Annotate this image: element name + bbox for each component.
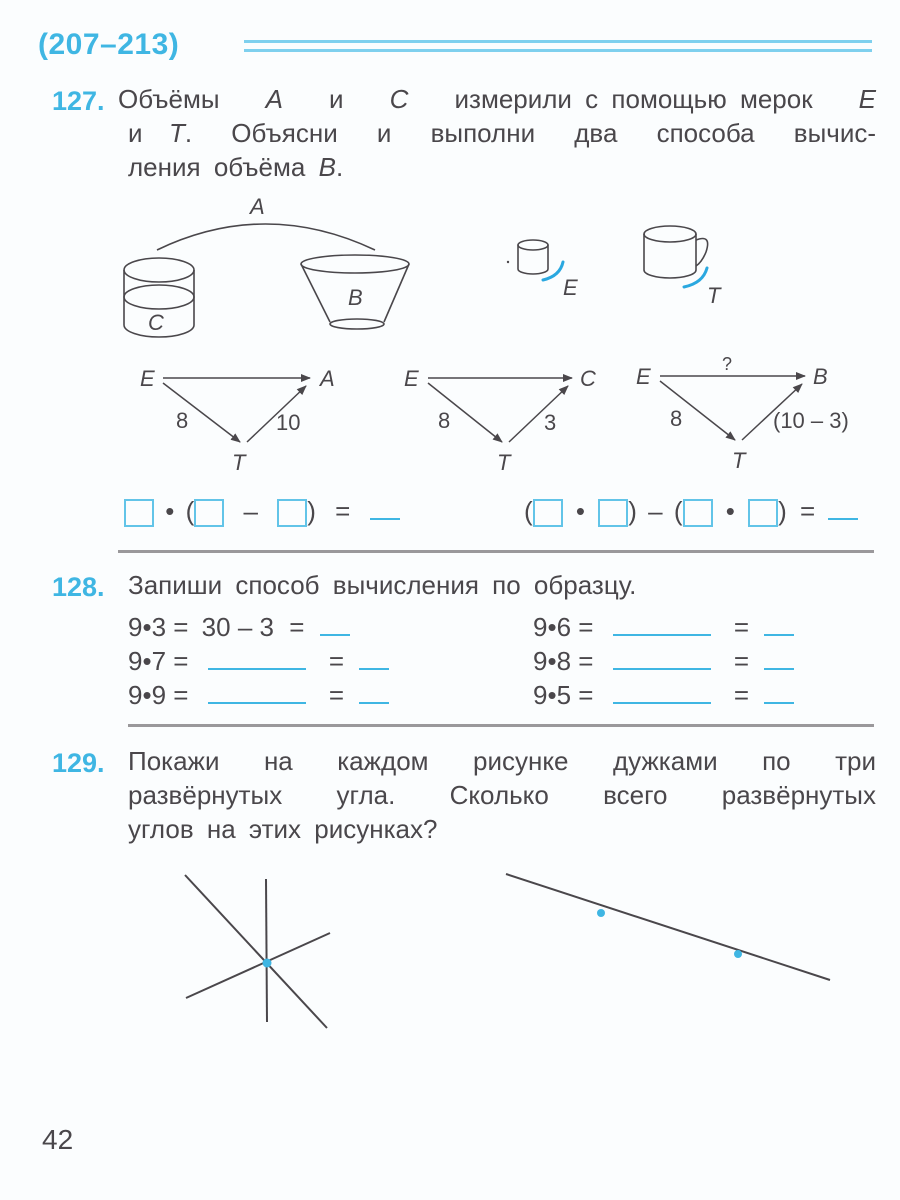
equation-row: 9•3 = 30 – 3 = (128, 612, 389, 646)
equation-row: 9•5 = = (533, 680, 794, 714)
label-B: B (348, 285, 363, 310)
section-range: (207–213) (38, 28, 180, 61)
answer-blank[interactable] (370, 518, 400, 520)
method-blank[interactable] (613, 634, 711, 636)
task-127-line-2: и T . Объясни и выполни два способа вычис- (128, 118, 876, 148)
line-4 (506, 874, 830, 980)
angles-figure (0, 860, 900, 1040)
answer-box[interactable] (124, 499, 154, 527)
answer-blank[interactable] (764, 702, 794, 704)
point-on-line (734, 950, 742, 958)
label-T: T (707, 283, 721, 308)
task-127-number: 127. (52, 86, 105, 116)
svg-text:8: 8 (438, 408, 451, 433)
intersection-point (263, 959, 272, 968)
arc-A (157, 224, 375, 250)
answer-blank[interactable] (359, 702, 389, 704)
method-blank[interactable] (613, 702, 711, 704)
task-128-right-column (533, 612, 794, 714)
containers-figure (0, 190, 900, 350)
equation-row: 9•6 = = (533, 612, 794, 646)
line-3 (186, 933, 330, 998)
task-127-line-1: Объёмы A и C измерили с помощью мерок E (118, 84, 876, 114)
answer-box[interactable] (748, 499, 778, 527)
method-blank[interactable] (208, 702, 306, 704)
task-128-text: Запиши способ вычисления по образцу. (128, 570, 637, 600)
svg-text:?: ? (722, 354, 733, 374)
answer-blank[interactable] (828, 518, 858, 520)
label-A: A (250, 194, 265, 219)
formula-1: • ( – ) = (124, 496, 400, 527)
svg-text:10: 10 (276, 410, 301, 435)
separator (128, 724, 874, 727)
task-129-text: Покажи на каждом рисунке дужками по три развёрнутых угла. Сколько всего развёрнутых углов на этих рисунках? (128, 746, 876, 844)
svg-text:E: E (404, 366, 419, 391)
answer-blank[interactable] (764, 668, 794, 670)
answer-box[interactable] (533, 499, 563, 527)
svg-text:8: 8 (670, 406, 683, 431)
point-on-line (597, 909, 605, 917)
svg-text:T: T (732, 448, 746, 473)
label-E: E (563, 275, 578, 300)
method-blank[interactable] (613, 668, 711, 670)
svg-text:3: 3 (544, 410, 557, 435)
line-2 (266, 879, 267, 1022)
answer-box[interactable] (194, 499, 224, 527)
task-127-line-3: ления объёма B. (128, 152, 344, 182)
task-127-text (118, 82, 878, 184)
task-128-number: 128. (52, 572, 105, 602)
svg-text:T: T (497, 450, 511, 475)
answer-box[interactable] (277, 499, 307, 527)
svg-text:E: E (140, 366, 155, 391)
answer-box[interactable] (598, 499, 628, 527)
header-double-line (244, 40, 872, 52)
svg-text:(10 – 3): (10 – 3) (773, 408, 849, 433)
answer-blank[interactable] (320, 634, 350, 636)
svg-text:T: T (232, 450, 246, 475)
line-1 (185, 875, 327, 1028)
svg-text:A: A (320, 366, 335, 391)
svg-text:C: C (580, 366, 596, 391)
equation-row: 9•9 = = (128, 680, 389, 714)
triangle-diagrams (0, 350, 900, 480)
label-C: C (148, 310, 164, 335)
task-128-left-column (128, 612, 389, 714)
formula-2: ( • ) – ( • ) = (524, 496, 858, 527)
answer-blank[interactable] (359, 668, 389, 670)
svg-text:E: E (636, 364, 651, 389)
answer-box[interactable] (683, 499, 713, 527)
answer-blank[interactable] (764, 634, 794, 636)
method-blank[interactable] (208, 668, 306, 670)
task-129-number: 129. (52, 748, 105, 778)
equation-row: 9•8 = = (533, 646, 794, 680)
svg-text:8: 8 (176, 408, 189, 433)
equation-row: 9•7 = = (128, 646, 389, 680)
separator (118, 550, 874, 553)
page-number: 42 (42, 1124, 74, 1155)
svg-text:B: B (813, 364, 828, 389)
